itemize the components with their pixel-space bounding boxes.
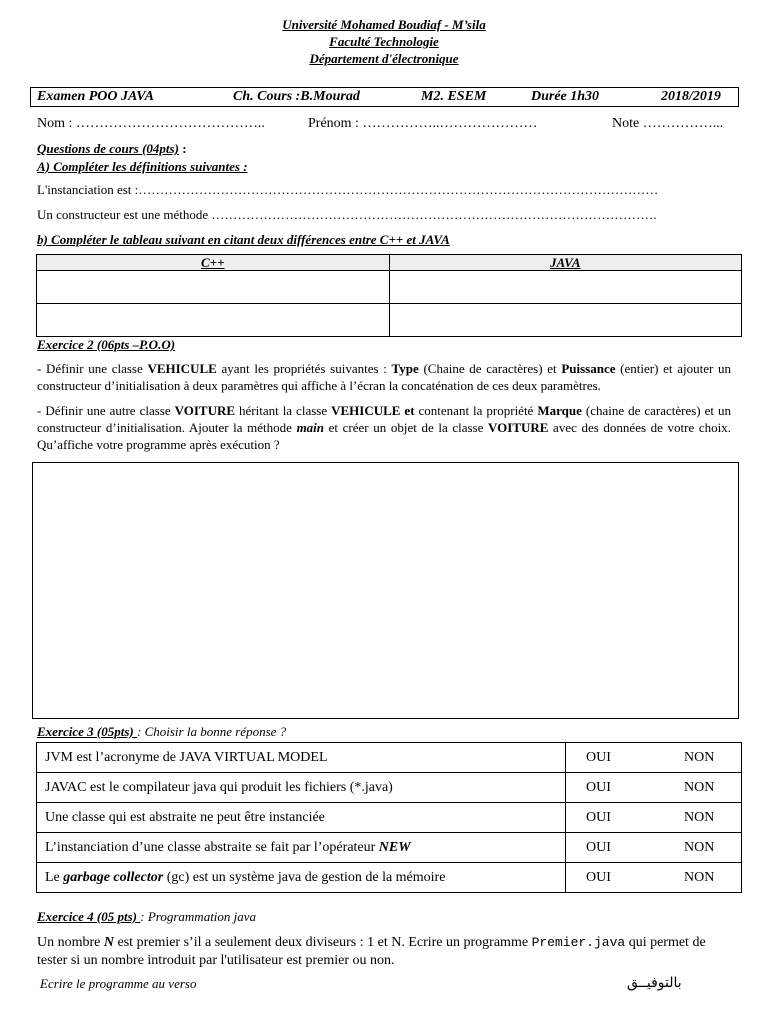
exercice4-heading (37, 909, 256, 925)
footer-good-luck: بالتوفيــق (627, 975, 682, 991)
qcm-answer-cell (566, 833, 742, 863)
oui-option[interactable]: OUI (586, 749, 611, 765)
exercice3-title: Exercice 3 (05pts) (37, 724, 138, 739)
qcm-row (37, 803, 742, 833)
department-name: Département d'électronique (309, 51, 459, 66)
faculty-name: Faculté Technologie (329, 34, 439, 49)
exercice3-subtitle: : Choisir la bonne réponse ? (137, 724, 287, 739)
non-option[interactable]: NON (684, 779, 715, 795)
text-segment: JVM est l’acronyme de JAVA VIRTUAL MODEL (45, 749, 328, 765)
comparison-cell[interactable] (389, 304, 742, 337)
exam-level: M2. ESEM (421, 89, 487, 104)
oui-option[interactable]: OUI (586, 869, 611, 885)
oui-option[interactable]: OUI (586, 839, 611, 855)
university-name: Université Mohamed Boudiaf - M’sila (282, 17, 486, 32)
definition-constructeur[interactable]: Un constructeur est une méthode …………………………………………………………………………………………. (37, 207, 657, 222)
comparison-table (36, 254, 742, 337)
oui-option[interactable]: OUI (586, 779, 611, 795)
qcm-row (37, 833, 742, 863)
non-option[interactable]: NON (684, 839, 715, 855)
text-segment: - Définir une classe (37, 361, 148, 376)
oui-option[interactable]: OUI (586, 809, 611, 825)
qcm-question (37, 833, 566, 863)
exercice4-text (37, 934, 731, 970)
qcm-answer-cell (566, 803, 742, 833)
qcm-question (37, 863, 566, 893)
comparison-header-cpp: C++ (37, 255, 390, 271)
qcm-row (37, 773, 742, 803)
nom-field[interactable]: Nom : ………………………………….. (37, 116, 265, 131)
text-segment: L’instanciation d’une classe abstraite se fait par l’opérateur (45, 839, 379, 855)
text-segment: Une classe qui est abstraite ne peut être instanciée (45, 809, 325, 825)
text-segment: avec des données de votre choix. Qu’affiche votre programme après exécution ? (37, 420, 731, 452)
exercice2-paragraph-2 (37, 402, 731, 453)
exam-title: Examen POO JAVA (37, 89, 154, 104)
text-segment: NEW (378, 839, 411, 855)
exercice4-subtitle: : Programmation java (140, 909, 257, 924)
exercice4-title: Exercice 4 (05 pts) (37, 909, 141, 924)
text-segment: Un nombre (37, 935, 104, 950)
questions-cours-heading (37, 141, 187, 157)
note-field[interactable]: Note ……………... (612, 116, 724, 131)
comparison-header-java: JAVA (389, 255, 742, 271)
qcm-answer-cell (566, 773, 742, 803)
exercice3-heading (37, 724, 286, 740)
text-segment: Type (391, 361, 419, 376)
qcm-row (37, 743, 742, 773)
comparison-cell[interactable] (37, 271, 390, 304)
comparison-cell[interactable] (389, 271, 742, 304)
text-segment: VEHICULE et (331, 403, 415, 418)
text-segment: (gc) est un système java de gestion de la mémoire (163, 869, 446, 885)
text-segment: N (103, 935, 115, 950)
prenom-field[interactable]: Prénom : ……………..………………… (308, 116, 538, 131)
text-segment: main (296, 420, 325, 435)
part-b-title: b) Compléter le tableau suivant en citant deux différences entre C++ et JAVA (37, 232, 450, 247)
text-segment: JAVAC est le compilateur java qui produit les fichiers (*.java) (45, 779, 393, 795)
non-option[interactable]: NON (684, 809, 715, 825)
text-segment: (chaine de caractères) et un constructeur d’initialisation. Ajouter la méthode (37, 403, 731, 435)
text-segment: VOITURE (488, 420, 549, 435)
questions-cours-colon: : (178, 141, 187, 156)
text-segment: VEHICULE (147, 361, 217, 376)
qcm-question (37, 743, 566, 773)
text-segment: (Chaine de caractères) et (418, 361, 562, 376)
text-segment: Premier.java (531, 935, 626, 950)
course-teacher: Ch. Cours :B.Mourad (233, 89, 360, 104)
text-segment: VOITURE (174, 403, 236, 418)
part-a-title: A) Compléter les définitions suivantes : (37, 159, 248, 174)
text-segment: Marque (537, 403, 582, 418)
text-segment: est premier s’il a seulement deux diviseurs : 1 et N. Ecrire un programme (114, 935, 532, 950)
text-segment: qui permet de tester si un nombre introduit par l'utilisateur est premier ou non. (37, 935, 706, 968)
questions-cours-title: Questions de cours (04pts) (37, 141, 179, 156)
exercice2-paragraph-1 (37, 360, 731, 394)
qcm-question (37, 773, 566, 803)
footer-note: Ecrire le programme au verso (40, 976, 197, 991)
comparison-cell[interactable] (37, 304, 390, 337)
non-option[interactable]: NON (684, 869, 715, 885)
qcm-row (37, 863, 742, 893)
exam-duration: Durée 1h30 (531, 89, 600, 104)
qcm-answer-cell (566, 863, 742, 893)
exam-year: 2018/2019 (661, 89, 721, 104)
text-segment: Puissance (561, 361, 616, 376)
exercice2-title: Exercice 2 (06pts –P.O.O) (37, 337, 176, 352)
exam-info-box (30, 87, 739, 107)
qcm-table (36, 742, 742, 893)
text-segment: contenant la propriété (414, 403, 538, 418)
text-segment: héritant la classe (235, 403, 332, 418)
qcm-answer-cell (566, 743, 742, 773)
text-segment: et créer un objet de la classe (324, 420, 489, 435)
text-segment: (entier) et ajouter un constructeur d’initialisation à deux paramètres qui affiche à l’écran la concaténation de ces deux paramètres. (37, 361, 731, 393)
text-segment: garbage collector (63, 869, 164, 885)
text-segment: Le (45, 869, 64, 885)
qcm-question (37, 803, 566, 833)
definition-instanciation[interactable]: L'instanciation est :………………………………………………………………………………………………………… (37, 182, 659, 197)
text-segment: ayant les propriétés suivantes : (216, 361, 392, 376)
non-option[interactable]: NON (684, 749, 715, 765)
answer-box[interactable] (32, 462, 739, 719)
text-segment: - Définir une autre classe (37, 403, 175, 418)
